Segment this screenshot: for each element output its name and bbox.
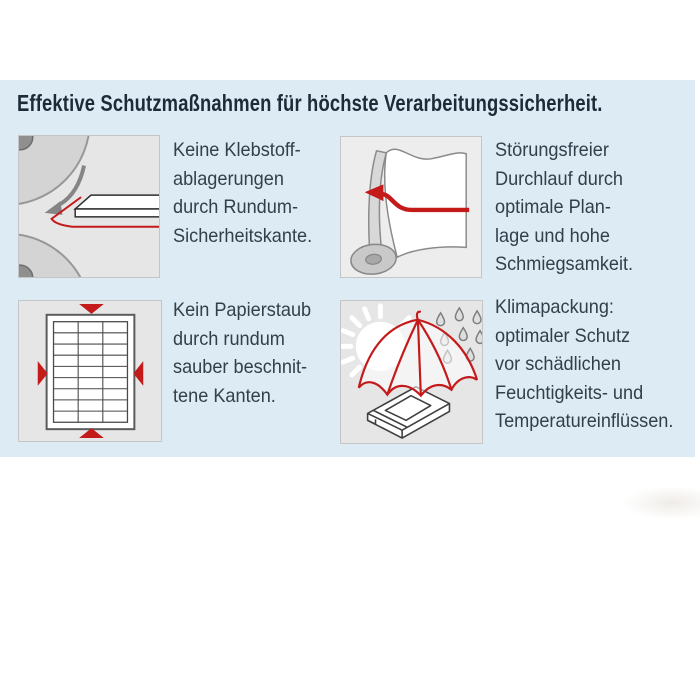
caption-line: lage und hohe (495, 224, 610, 247)
caption-line: optimaler Schutz (495, 324, 631, 347)
paper-roll-arrow-icon (341, 137, 481, 277)
caption-line: Störungsfreier (495, 139, 609, 161)
caption-line: ablagerungen (173, 167, 284, 190)
banner-title: Effektive Schutzmaßnahmen für höchste Verarbeitungssicherheit. (17, 90, 603, 116)
caption-line: vor schädlichen (495, 353, 622, 375)
illustration-climate-pack (340, 300, 483, 444)
caption-line: Schmiegsamkeit. (495, 253, 634, 275)
label-pack-icon (368, 387, 450, 438)
caption-line: tene Kanten. (173, 384, 276, 407)
caption-line: Temperatureinflüssen. (495, 410, 674, 432)
umbrella-weather-icon (341, 301, 482, 443)
caption-line: durch Rundum- (173, 196, 298, 218)
caption-line: Keine Klebstoff- (173, 139, 301, 161)
caption-line: Kein Papierstaub (173, 299, 312, 321)
caption-line: sauber beschnit- (173, 356, 308, 378)
caption-line: Durchlauf durch (495, 167, 624, 190)
illustration-label-sheet (18, 300, 162, 442)
trimmed-label-sheet-icon (19, 301, 161, 441)
caption-climate-pack (495, 293, 673, 436)
caption-line: Klimapackung: (495, 296, 614, 318)
page-edge-artifact (622, 486, 700, 520)
illustration-rollers (18, 135, 160, 278)
caption-paper-roll (495, 136, 633, 279)
illustration-paper-roll (340, 136, 482, 278)
caption-line: Feuchtigkeits- und (495, 381, 644, 404)
caption-line: Sicherheitskante. (173, 224, 313, 247)
label-edge-rollers-icon (19, 136, 159, 277)
caption-label-sheet (173, 296, 311, 410)
caption-line: optimale Plan- (495, 196, 611, 218)
caption-line: durch rundum (173, 327, 285, 350)
caption-rollers (173, 136, 312, 250)
